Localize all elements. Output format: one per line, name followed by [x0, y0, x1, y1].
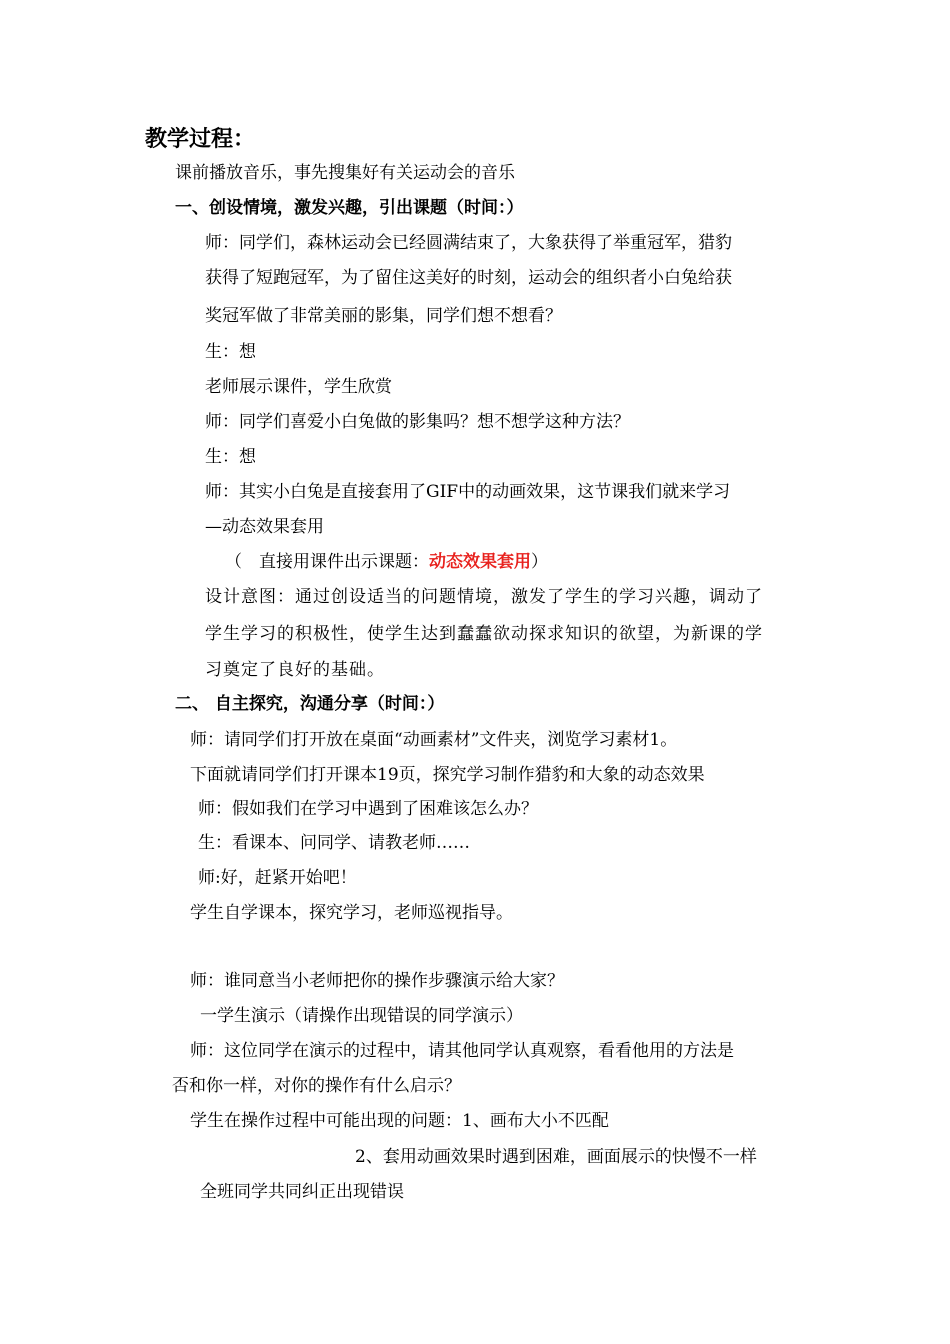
section2-line: 师:好，赶紧开始吧！: [198, 868, 357, 888]
section1-line: 生：想: [205, 342, 256, 362]
section2-line: 师：请同学们打开放在桌面“动画素材”文件夹，浏览学习素材1。: [190, 730, 678, 750]
section2-heading: 二、 自主探究，沟通分享（时间：）: [175, 694, 445, 714]
section2-line: 学生自学课本，探究学习，老师巡视指导。: [190, 903, 513, 923]
section1-line: 师：同学们，森林运动会已经圆满结束了，大象获得了举重冠军，猎豹: [205, 233, 732, 253]
section1-heading: 一、创设情境，激发兴趣，引出课题（时间：）: [175, 198, 524, 218]
section1-line: 获得了短跑冠军，为了留住这美好的时刻，运动会的组织者小白兔给获: [205, 268, 732, 288]
design-intent-line: 设计意图：通过创设适当的问题情境，激发了学生的学习兴趣，调动了: [205, 587, 763, 607]
section2-line: 2、套用动画效果时遇到困难，画面展示的快慢不一样: [355, 1147, 757, 1167]
section2-line: 下面就请同学们打开课本19页，探究学习制作猎豹和大象的动态效果: [190, 765, 705, 785]
topic-prefix: （ 直接用课件出示课题：: [225, 552, 429, 572]
section1-line: 生：想: [205, 447, 256, 467]
page-title: 教学过程：: [145, 127, 256, 152]
section1-line: —动态效果套用: [205, 517, 324, 537]
section2-line: 师：这位同学在演示的过程中，请其他同学认真观察，看看他用的方法是: [190, 1041, 734, 1061]
design-intent-line: 学生学习的积极性，使学生达到蠢蠢欲动探求知识的欲望，为新课的学: [205, 624, 763, 644]
section2-line: 师：谁同意当小老师把你的操作步骤演示给大家？: [190, 971, 564, 991]
section1-line: 师：同学们喜爱小白兔做的影集吗？想不想学这种方法？: [205, 412, 630, 432]
topic-highlight: 动态效果套用: [429, 552, 531, 572]
section2-line: 否和你一样，对你的操作有什么启示？: [172, 1076, 461, 1096]
intro-line: 课前播放音乐，事先搜集好有关运动会的音乐: [175, 163, 515, 183]
design-intent-line: 习奠定了良好的基础。: [205, 660, 385, 680]
section1-line: 老师展示课件，学生欣赏: [205, 377, 392, 397]
topic-suffix: ）: [531, 552, 548, 572]
section2-line: 一学生演示（请操作出现错误的同学演示）: [200, 1006, 523, 1026]
topic-line: [225, 551, 548, 573]
section2-line: 全班同学共同纠正出现错误: [200, 1182, 404, 1202]
section2-line: 师：假如我们在学习中遇到了困难该怎么办？: [198, 799, 538, 819]
section1-line: 奖冠军做了非常美丽的影集，同学们想不想看？: [205, 306, 562, 326]
section2-line: 学生在操作过程中可能出现的问题：1、画布大小不匹配: [190, 1111, 609, 1131]
section1-line: 师：其实小白兔是直接套用了GIF中的动画效果，这节课我们就来学习: [205, 482, 731, 502]
section2-line: 生：看课本、问同学、请教老师……: [198, 833, 470, 853]
